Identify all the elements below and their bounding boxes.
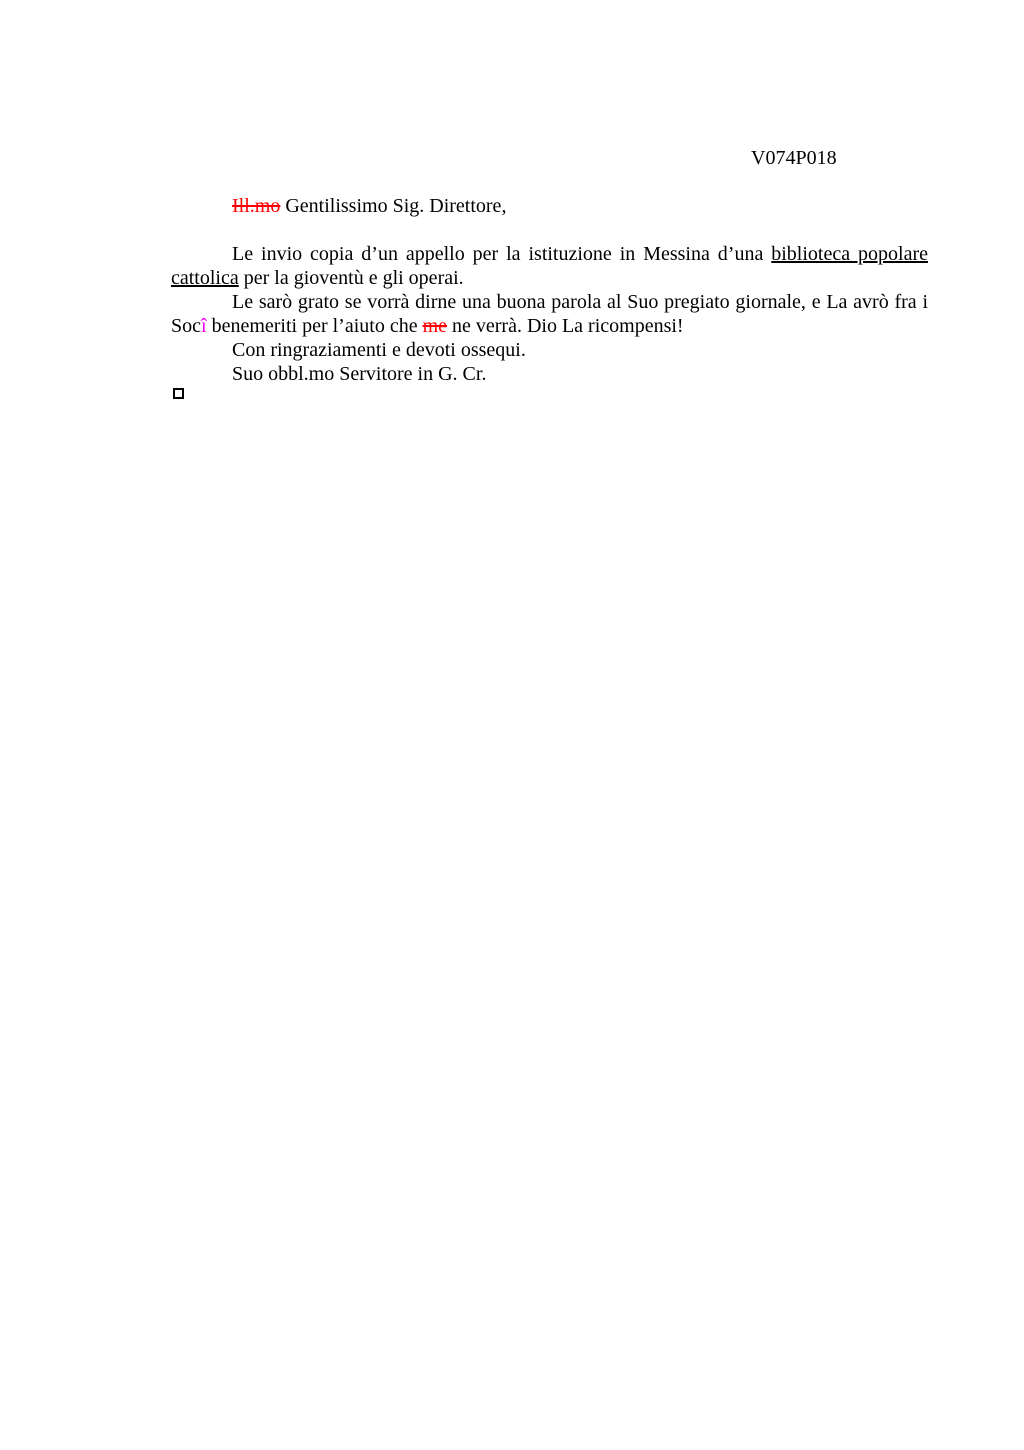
hollow-square-icon [173, 388, 184, 399]
paragraph-text: ne verrà. Dio La ricompensi! [447, 315, 684, 337]
paragraph-text: benemeriti per l’aiuto che [206, 315, 423, 337]
document-id: V074P018 [751, 147, 837, 169]
inserted-text: î [201, 315, 207, 337]
paragraph-signature: Suo obbl.mo Servitore in G. Cr. [232, 363, 487, 385]
paragraph-text: per la gioventù e gli operai. [238, 267, 464, 289]
deleted-text: Ill.mo [232, 195, 281, 217]
paragraph-text: Le invio copia d’un appello per la istituzione in Messina d’una [232, 243, 772, 265]
paragraph-text: Le sarò grato se vorrà dirne una buona parola al Suo pregiato giornale, e La avrò fra i Soc [171, 291, 928, 337]
paragraph-request [171, 290, 928, 338]
paragraph-appeal [171, 242, 928, 290]
salutation-text: Gentilissimo Sig. Direttore, [280, 195, 507, 217]
paragraph-thanks: Con ringraziamenti e devoti ossequi. [232, 339, 526, 361]
salutation [171, 194, 928, 218]
deleted-text: me [422, 315, 448, 337]
underlined-text: biblioteca popolare cattolica [171, 243, 929, 289]
letter-body [171, 194, 928, 386]
